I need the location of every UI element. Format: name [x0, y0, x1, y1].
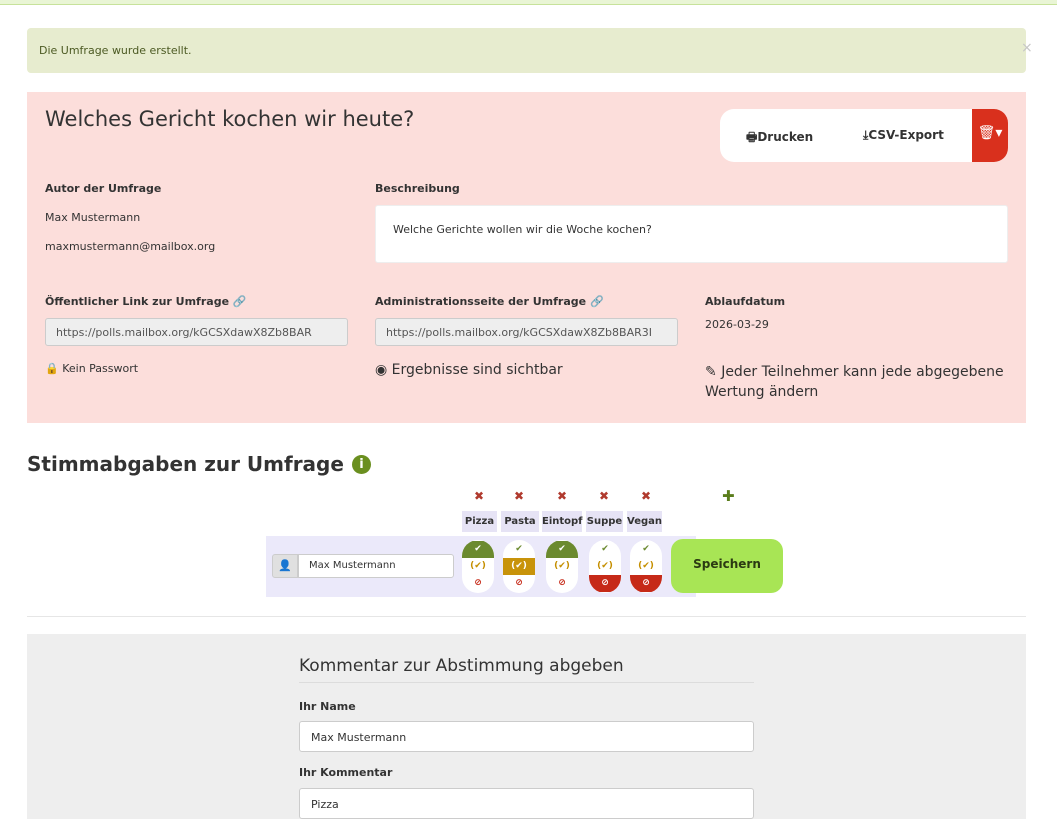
option-header: Suppe	[586, 511, 623, 532]
no-icon[interactable]: ⊘	[558, 578, 566, 588]
maybe-check-icon[interactable]: (✔)	[597, 561, 613, 571]
eye-icon: ◉	[375, 362, 388, 378]
comment-label: Ihr Kommentar	[299, 766, 393, 779]
votes-title: Stimmabgaben zur Umfrage i	[27, 452, 371, 476]
maybe-check-icon[interactable]: (✔)	[554, 561, 570, 571]
edit-rule: ✎ Jeder Teilnehmer kann jede abgegebene Wertung ändern	[705, 364, 1004, 400]
description-box	[375, 205, 1008, 263]
comment-input[interactable]: Pizza	[299, 788, 754, 819]
delete-dropdown-button[interactable]	[972, 109, 1008, 162]
poll-title: Welches Gericht kochen wir heute?	[45, 107, 415, 131]
option-header: Vegan	[627, 511, 662, 532]
no-icon[interactable]: ⊘	[630, 575, 662, 592]
check-icon[interactable]: ✔	[601, 544, 609, 554]
csv-export-button[interactable]: ⤓CSV-Export	[863, 128, 944, 142]
remove-option-icon[interactable]: ✖	[599, 489, 610, 503]
author-name: Max Mustermann	[45, 211, 141, 224]
download-icon: ⤓	[863, 128, 869, 142]
description-text: Welche Gerichte wollen wir die Woche kochen?	[393, 223, 652, 236]
edit-icon: ✎	[705, 364, 717, 380]
option-header: Eintopf	[542, 511, 582, 532]
admin-link-input[interactable]: https://polls.mailbox.org/kGCSXdawX8Zb8BAR3I	[375, 318, 678, 346]
comment-title: Kommentar zur Abstimmung abgeben	[299, 656, 754, 683]
success-alert	[27, 28, 1026, 73]
vote-cell[interactable]	[462, 540, 494, 593]
close-icon[interactable]: ×	[1021, 40, 1033, 56]
vote-cell[interactable]	[630, 540, 662, 593]
check-icon[interactable]: ✔	[515, 544, 523, 554]
divider	[27, 616, 1026, 617]
option-header: Pasta	[501, 511, 539, 532]
expiry-date: 2026-03-29	[705, 318, 769, 331]
password-status: 🔒 Kein Passwort	[45, 362, 139, 375]
save-vote-button[interactable]: Speichern	[671, 539, 783, 593]
no-icon[interactable]: ⊘	[474, 578, 482, 588]
author-label: Autor der Umfrage	[45, 182, 162, 195]
vote-cell[interactable]	[546, 540, 578, 593]
add-option-icon[interactable]: ✚	[722, 487, 735, 505]
author-email: maxmustermann@mailbox.org	[45, 240, 216, 253]
name-input[interactable]: Max Mustermann	[299, 721, 754, 752]
vote-cell[interactable]	[589, 540, 621, 593]
vote-cell[interactable]	[503, 540, 535, 593]
remove-option-icon[interactable]: ✖	[514, 489, 525, 503]
public-link-label: Öffentlicher Link zur Umfrage 🔗	[45, 295, 247, 308]
poll-info-panel	[27, 92, 1026, 423]
comment-panel	[27, 634, 1026, 819]
check-icon[interactable]: ✔	[546, 541, 578, 558]
alert-message: Die Umfrage wurde erstellt.	[39, 44, 192, 57]
print-button[interactable]: 🖶Drucken	[746, 130, 814, 144]
check-icon[interactable]: ✔	[462, 541, 494, 558]
print-icon: 🖶	[746, 130, 758, 144]
option-header: Pizza	[462, 511, 497, 532]
admin-link-label: Administrationsseite der Umfrage 🔗	[375, 295, 604, 308]
lock-icon: 🔒	[45, 362, 59, 375]
maybe-check-icon[interactable]: (✔)	[470, 561, 486, 571]
maybe-check-icon[interactable]: (✔)	[503, 558, 535, 575]
poll-toolbar	[720, 109, 1008, 162]
remove-option-icon[interactable]: ✖	[641, 489, 652, 503]
remove-option-icon[interactable]: ✖	[474, 489, 485, 503]
description-label: Beschreibung	[375, 182, 460, 195]
maybe-check-icon[interactable]: (✔)	[638, 561, 654, 571]
remove-option-icon[interactable]: ✖	[557, 489, 568, 503]
results-visibility: ◉ Ergebnisse sind sichtbar	[375, 362, 563, 378]
voter-name-input[interactable]: Max Mustermann	[298, 554, 454, 578]
info-icon[interactable]: i	[352, 455, 371, 474]
name-label: Ihr Name	[299, 700, 356, 713]
public-link-input[interactable]: https://polls.mailbox.org/kGCSXdawX8Zb8BAR	[45, 318, 348, 346]
link-icon: 🔗	[232, 295, 247, 308]
no-icon[interactable]: ⊘	[515, 578, 523, 588]
check-icon[interactable]: ✔	[642, 544, 650, 554]
no-icon[interactable]: ⊘	[589, 575, 621, 592]
user-icon: 👤	[272, 554, 298, 578]
link-icon: 🔗	[589, 295, 604, 308]
trash-icon: 🗑▾	[977, 125, 1003, 141]
vote-row	[266, 536, 696, 597]
expiry-label: Ablaufdatum	[705, 295, 786, 308]
top-border	[0, 0, 1057, 5]
